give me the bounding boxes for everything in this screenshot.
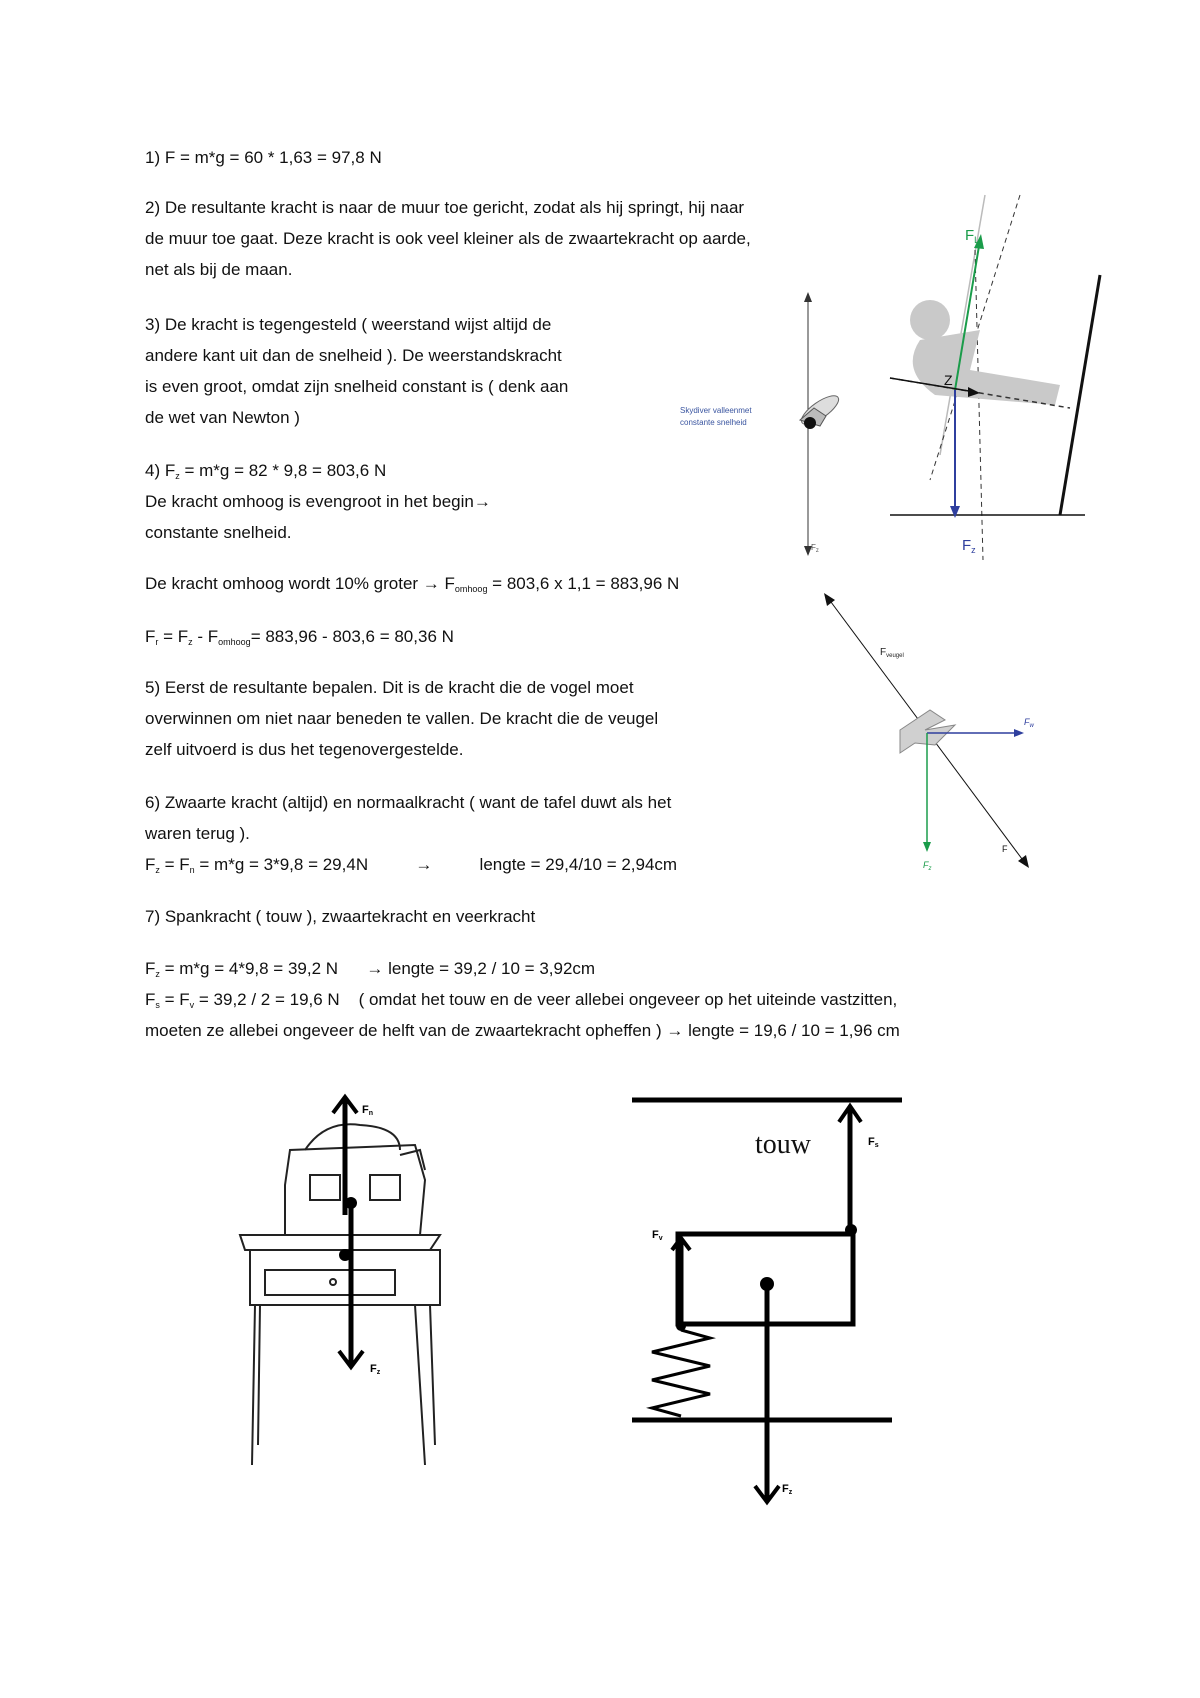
- fs-label: Fs: [868, 1136, 879, 1149]
- fz-label: Fz: [370, 1363, 381, 1376]
- bird-figure: [810, 590, 1040, 890]
- subscript: s: [155, 1000, 160, 1010]
- wall-jumper-figure: [880, 190, 1100, 570]
- rope-spring-svg: [630, 1090, 910, 1520]
- answer-2-line-3: net als bij de maan.: [145, 260, 293, 279]
- wall-jumper-svg: [880, 190, 1100, 570]
- fveugel-label: $F_{veugel}$: [880, 647, 904, 659]
- subscript: z: [155, 969, 160, 979]
- arrow-up-left-icon: [824, 593, 835, 606]
- text-part: = 803,6 x 1,1 = 883,96 N: [487, 574, 680, 593]
- answer-4-line-4: [145, 573, 679, 600]
- answer-2-line-1: 2) De resultante kracht is naar de muur toe gericht, zodat als hij springt, hij naar: [145, 198, 745, 217]
- fz-label: $F_z$: [962, 537, 976, 555]
- text-part: = F: [159, 990, 190, 1009]
- fz-arrowhead-icon: [950, 506, 960, 518]
- text-part: F: [145, 990, 156, 1009]
- text-part: = m*g = 4*9,8 = 39,2 N → lengte = 39,2 / 10 = 3,92cm: [159, 959, 596, 978]
- wall-line: [1060, 275, 1100, 515]
- answer-4-line-5: [145, 626, 454, 653]
- fz-label: Fz: [782, 1483, 793, 1496]
- table-contact-dot: [339, 1249, 351, 1261]
- spring-icon: [652, 1330, 710, 1416]
- answer-7-line-2: [145, 958, 595, 985]
- f-label: F: [1002, 844, 1008, 854]
- text-part: F: [145, 959, 156, 978]
- subscript: omhoog: [218, 637, 251, 647]
- text-part: - F: [192, 627, 219, 646]
- table-svg: [230, 1075, 470, 1475]
- answer-4-line-1: [145, 460, 386, 487]
- subscript: z: [155, 865, 160, 875]
- answer-7-line-1: 7) Spankracht ( touw ), zwaartekracht en veerkracht: [145, 907, 536, 926]
- subscript: n: [189, 865, 195, 875]
- answer-5-line-1: 5) Eerst de resultante bepalen. Dit is de kracht die de vogel moet: [145, 678, 634, 697]
- fw-label: $F_w$: [1024, 717, 1034, 729]
- bird-svg: [810, 590, 1040, 890]
- text-part: 4) F: [145, 461, 176, 480]
- skydiver-caption-line-1: Skydiver valleenmet: [680, 406, 752, 415]
- text-part: = 883,96 - 803,6 = 80,36 N: [250, 627, 454, 646]
- answer-4-line-2: De kracht omhoog is evengroot in het begin→: [145, 492, 491, 511]
- text-part: De kracht omhoog wordt 10% groter → F: [145, 574, 455, 593]
- skydiver-figure: [670, 290, 830, 560]
- text-part: = m*g = 3*9,8 = 29,4N → lengte = 29,4/10 = 2,94cm: [194, 855, 678, 874]
- fl-label: $F_L$: [965, 227, 980, 245]
- table-figure: [230, 1075, 470, 1475]
- skydiver-caption-line-2: constante snelheid: [680, 418, 747, 427]
- text-part: = F: [159, 855, 190, 874]
- answer-6-line-2: waren terug ).: [145, 824, 250, 843]
- text-part: = 39,2 / 2 = 19,6 N ( omdat het touw en de veer allebei ongeveer op het uiteinde vastzitten,: [194, 990, 898, 1009]
- subscript: v: [189, 1000, 195, 1010]
- answer-6-line-3: [145, 854, 677, 881]
- center-label: Z: [944, 372, 953, 388]
- climber-silhouette-icon: [910, 300, 1060, 405]
- subscript: r: [155, 637, 159, 647]
- answer-1: 1) F = m*g = 60 * 1,63 = 97,8 N: [145, 148, 382, 167]
- arrow-down-right-icon: [1018, 855, 1029, 868]
- answer-4-line-3: constante snelheid.: [145, 523, 292, 542]
- answer-7-line-4: moeten ze allebei ongeveer de helft van de zwaartekracht opheffen ) → lengte = 19,6 / 10 = 1,96 cm: [145, 1021, 900, 1040]
- subscript: omhoog: [454, 584, 488, 594]
- fz-arrowhead-icon: [923, 842, 931, 852]
- center-of-mass-dot: [804, 417, 816, 429]
- touw-label: touw: [755, 1129, 811, 1160]
- text-part: = F: [158, 627, 189, 646]
- answer-3-line-1: 3) De kracht is tegengesteld ( weerstand wijst altijd de: [145, 315, 552, 334]
- fz-label: $F_z$: [923, 860, 932, 872]
- text-part: F: [145, 855, 156, 874]
- rope-spring-figure: [630, 1090, 910, 1520]
- fn-label: Fn: [362, 1104, 374, 1117]
- answer-6-line-1: 6) Zwaarte kracht (altijd) en normaalkracht ( want de tafel duwt als het: [145, 793, 672, 812]
- answer-7-line-3: [145, 989, 897, 1016]
- answer-3-line-4: de wet van Newton ): [145, 408, 300, 427]
- arrow-up-icon: [804, 292, 812, 302]
- subscript: z: [175, 471, 180, 481]
- bag-icon: [285, 1124, 425, 1235]
- table-icon: [240, 1235, 440, 1465]
- fw-arrowhead-icon: [1014, 729, 1024, 737]
- answer-2-line-2: de muur toe gaat. Deze kracht is ook veel kleiner als de zwaartekracht op aarde,: [145, 229, 751, 248]
- answer-3-line-2: andere kant uit dan de snelheid ). De weerstandskracht: [145, 346, 562, 365]
- answer-3-line-3: is even groot, omdat zijn snelheid constant is ( denk aan: [145, 377, 569, 396]
- answer-5-line-2: overwinnen om niet naar beneden te vallen. De kracht die de veugel: [145, 709, 659, 728]
- subscript: z: [188, 637, 193, 647]
- text-part: F: [145, 627, 156, 646]
- skydiver-fz-label: $F_z$: [811, 543, 819, 554]
- skydiver-svg: [670, 290, 830, 560]
- text-part: = m*g = 82 * 9,8 = 803,6 N: [179, 461, 387, 480]
- dashed-vertical-line: [975, 250, 983, 560]
- answer-5-line-3: zelf uitvoerd is dus het tegenovergestelde.: [145, 740, 464, 759]
- fv-label: Fv: [652, 1229, 663, 1242]
